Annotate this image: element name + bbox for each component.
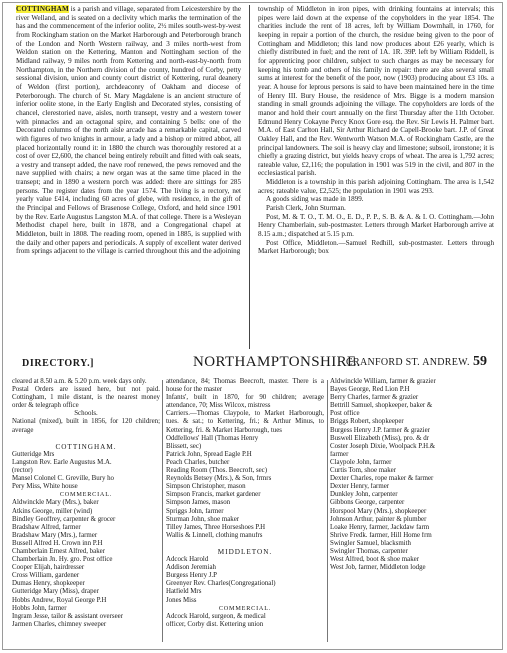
directory-entry <box>166 540 324 548</box>
directory-entry: cleared at 8.50 a.m. & 5.20 p.m. week days only. <box>12 378 147 385</box>
column-rule <box>327 380 328 642</box>
directory-entry: Postal Orders are issued here, but not paid. Cottingham, 1 mile distant, is the nearest money order & telegraph office <box>12 386 160 410</box>
directory-entry: Dexter Charles, rope maker & farmer <box>330 475 434 483</box>
directory-entry: Dumas Henry, shopkeeper <box>12 580 85 588</box>
column-rule <box>162 380 163 642</box>
body-paragraph: A goods siding was made in 1899. <box>266 195 364 204</box>
directory-entry: Oddfellows' Hall (Thomas Henry <box>166 434 259 442</box>
directory-entry: Burgess Henry J.P <box>166 572 217 580</box>
directory-entry: Curtis Tom, shoe maker <box>330 467 396 475</box>
directory-entry: Bindley Geoffrey, carpenter & grocer <box>12 515 116 523</box>
directory-entry: Simpson James, mason <box>166 499 231 507</box>
directory-entry: Jarmen Charles, chimney sweeper <box>12 620 107 628</box>
directory-column-3 <box>330 378 500 646</box>
directory-entry: Pery Miss, White house <box>12 483 78 491</box>
directory-entry: Addison Jeremiah <box>166 564 216 572</box>
directory-entry: Gibbons George, carpenter <box>330 499 405 507</box>
directory-entry: Infants', built in 1870, for 90 children; average attendance, 70; Miss Wilcox, mistress <box>166 394 324 410</box>
subsection-heading: COMMERCIAL. <box>218 604 272 612</box>
directory-entry: Chamberlain Jn. Hy. gro. Post office <box>12 556 113 564</box>
body-paragraph: Parish Clerk, John Sturman. <box>266 204 346 213</box>
directory-entry: Hobbs Andrew, Royal George P.H <box>12 596 107 604</box>
highlighted-keyword: COTTINGHAM <box>16 5 69 13</box>
directory-entry: National (mixed), built in 1856, for 120 children; average <box>12 418 160 434</box>
body-paragraph: township of Middleton in iron pipes, with drinking fountains at intervals; this pipes were laid down at the expense of the copyholders in the year 1854. The charities include the rent of 18 acres, left by William Dowmhall, in 1760, for keeping in repair a portion of the church, the residue being given to the poor of Cottingham and Middleton; this land now produces about £26 yearly, which is chiefly distributed in fuel; and the rent of 1A. 1R. 39P. left by William Riddell, is for apprenticing poor children, subject to such charges as may be necessary for keeping his tomb and others of his family in repair: there are also several small sums at interest for the benefit of the poor, now (1903) producing about £3 10s. a year. A house for leprous persons is said to have been maintained here in the time of Henry III. Bury House, the residence of Mrs. Bigge is a modern mansion standing in small grounds adjoining the village. The copyholders are lords of the manor and hold their court annually on the first Thursday after the 11th October. Edmund Henry Cokayne Percy Knox Gore esq. the Rev. Sir Lewis H. Palmer bart. M.A. of East Carlton Hall, Sir Arthur Richard de Capell-Brooke bart. J.P. of Great Oakley Hall, and the Rev. Wentworth Watson M.A. of Rockingham Castle, are the principal landowners. The soil is heavy clay and limestone; subsoil, ironstone; it is chiefly a grazing district, but yields heavy crops of wheat. The area is 1,792 acres; rateable value, £2,116; the population in 1901 was 519 in the civil, and 807 in the ecclesiastical parish. <box>258 5 494 178</box>
directory-entry: Bradshaw Alfred, farmer <box>12 523 81 531</box>
directory-entry: Mansel Colonel C. Greville, Bury ho <box>12 475 115 483</box>
directory-entry: Reading Room (Thos. Beecroft, sec) <box>166 467 268 475</box>
directory-entry: Bussell Alfred H. Crown inn P.H <box>12 539 103 547</box>
directory-entry: Peach Charles, butcher <box>166 458 230 466</box>
directory-entry: Shrive Fredk. farmer, Hill Home frm <box>330 531 432 539</box>
directory-entry: Wallis & Linnell, clothing manufrs <box>166 531 263 539</box>
directory-entry: Sturman John, shoe maker <box>166 515 240 523</box>
directory-entry: Langston Rev. Earle Augustus M.A. <box>12 458 112 466</box>
directory-entry: Greenyer Rev. Charles(Congregational) <box>166 580 276 588</box>
directory-entry: West Job, farmer, Middleton lodge <box>330 564 426 572</box>
directory-entry: Jones Miss <box>166 596 197 604</box>
subsection-heading: COMMERCIAL. <box>59 491 113 499</box>
directory-entry: Briggs Robert, shopkeeper <box>330 418 404 426</box>
directory-entry: Dexter Henry, farmer <box>330 483 390 491</box>
directory-entry: Claypole John, farmer <box>330 458 392 466</box>
section-heading: MIDDLETON. <box>217 547 273 556</box>
intro-column-right <box>258 5 494 353</box>
directory-entry: Atkins George, miller (wind) <box>12 507 93 515</box>
directory-column-1 <box>12 378 160 646</box>
column-divider <box>249 5 250 349</box>
directory-entry: Reynolds Betsey (Mrs.), & Son, frmrs <box>166 475 272 483</box>
directory-entry: Gutteridge Mrs <box>12 450 55 458</box>
body-paragraph: Post, M. & T. O., T. M. O., E. D., P. P., S. B. & A. & I. O. Cottingham.—John Henry Chamberlain, sub-postmaster. Letters through Market Harborough arrive at 8.15 a.m.; dispatched at 5.15 p.m. <box>258 212 494 239</box>
directory-entry: officer, Corby dist. Kettering union <box>166 620 264 628</box>
directory-entry: Berry Charles, farmer & grazier <box>330 394 419 402</box>
directory-entry: Bradshaw Mary (Mrs.), farmer <box>12 531 98 539</box>
directory-entry: Spriggs John, farmer <box>166 507 224 515</box>
section-heading: COTTINGHAM. <box>55 442 117 451</box>
directory-entry: Buswell Elizabeth (Miss), pro. & dr <box>330 434 429 442</box>
directory-entry: Horspool Mary (Mrs.), shopkeeper <box>330 507 427 515</box>
directory-entry: Aldwinckle William, farmer & grazier <box>330 378 436 385</box>
directory-entry: Swingler Thomas, carpenter <box>330 547 408 555</box>
header-left: DIRECTORY.] <box>22 358 95 369</box>
directory-entry: West Alfred, boot & shoe maker <box>330 556 420 564</box>
page-number: 59 <box>473 354 487 369</box>
header-right: CRANFORD ST. ANDREW. <box>346 357 470 368</box>
directory-entry: Cross William, gardener <box>12 572 80 580</box>
directory-entry: Bayes George, Red Lion P.H <box>330 386 410 394</box>
directory-entry: Coster Joseph Dixie, Woolpack P.H.& <box>330 442 436 450</box>
directory-entry: (rector) <box>12 467 33 475</box>
directory-entry: Chamberlain Ernest Alfred, baker <box>12 547 105 555</box>
directory-entry: Adcock Harold, surgeon, & medical <box>166 612 266 620</box>
directory-entry: Adcock Harold <box>166 556 209 564</box>
intro-column-left <box>16 5 241 353</box>
directory-entry: Carriers.—Thomas Claypole, to Market Harborough, tues. & sat.; to Kettering, fri.; & Arthur Minus, to Kettering, fri. & Market Harborough, tues <box>166 410 324 434</box>
directory-entry: Dunkley John, carpenter <box>330 491 398 499</box>
directory-entry: Post office <box>330 410 360 418</box>
directory-entry: Blissett, sec) <box>166 442 202 450</box>
running-header <box>10 350 498 376</box>
directory-entry: Simpson Christopher, mason <box>166 483 246 491</box>
directory-entry: attendance, 84; Thomas Beecroft, master. There is a house for the master <box>166 378 324 394</box>
directory-entry: Johnson Arthur, painter & plumber <box>330 515 427 523</box>
directory-entry: Cooper Elijah, hairdresser <box>12 564 85 572</box>
directory-entry: Hobbs John, farmer <box>12 604 67 612</box>
directory-entry: Burgess Henry J.P. farmer & grazier <box>330 426 430 434</box>
intro-paragraph <box>16 5 241 256</box>
body-paragraph: Middleton is a township in this parish adjoining Cottingham. The area is 1,542 acres; rateable value, £2,525; the population in 1901 was 293. <box>258 178 494 195</box>
directory-entry: farmer <box>330 450 349 458</box>
header-title: NORTHAMPTONSHIRE. <box>193 354 361 370</box>
directory-entry: Aldwinckle Mary (Mrs.), baker <box>12 499 99 507</box>
body-paragraph: Post Office, Middleton.—Samuel Redhill, sub-postmaster. Letters through Market Harborough; box <box>258 238 494 256</box>
directory-entry: Bettrill Samuel, shopkeeper, baker & <box>330 402 433 410</box>
directory-entry: Swingler Samuel, blacksmith <box>330 539 411 547</box>
directory-entry: Schools. <box>74 410 98 418</box>
directory-entry: Ingram Jesse, tailor & assistant overseer <box>12 612 123 620</box>
intro-text: is a parish and village, separated from Leicestershire by the river Welland, and is seated on a declivity which marks the termination of the has and the commencement of the inferior oolite, 2½ miles south-west-by-west from Rockingham station on the Market Harborough and Peterborough branch of the London and North Western railway, and 3 miles north-west from Weldon station on the Kettering, Manton and Nottingham section of the Midland railway, 9 miles north from Kettering and north-east-by-north from Northampton, in the Northern division of the county, hundred of Corby, petty sessional division, union and county court district of Kettering, rural deanery of Weldon (first portion), archdeaconry of Oakham and diocese of Peterborough. The church of St. Mary Magdalene is an ancient structure of inferior oolite stone, in the Early English and Decorated styles, consisting of chancel, clerestoried nave, aisles, north transept, vestry and a western tower with pinnacles and an octagonal spire, and containing 5 bells: one of the Decorated columns of the north aisle arcade has a remarkable capital, carved with figures of two knights in armour, a lady and a bishop or mitred abbot, all placed horizontally round it: in 1880 the church was thoroughly restored at a cost of over £2,600, the chancel being entirely rebuilt and fitted with oak seats, a vestry and transept added, the nave roof renewed, the pews removed and the nave supplied with chairs; a new organ was at the same time placed in the transept; and in 1890 a western porch was added: there are sittings for 285 persons. The register dates from the year 1574. The living is a rectory, net yearly value £414, including 60 acres of glebe, with residence, in the gift of the Principal and Fellows of Brasenose College, Oxford, and held since 1901 by the Rev. Earle Augustus Langston M.A. of that college. There is a Wesleyan Methodist chapel here, built in 1878, and a Congregational chapel at Middleton, built in 1808. The reading room, opened in 1885, is supplied with the daily and other papers and periodicals. A supply of excellent water derived from springs adjacent to the village is carried throughout this and the adjoining <box>16 5 241 256</box>
directory-entry: Tilley James, Three Horseshoes P.H <box>166 523 266 531</box>
directory-entry: Simpson Francis, market gardener <box>166 491 261 499</box>
directory-entry: Gutteridge Mary (Miss), draper <box>12 588 99 596</box>
directory-entry: Patrick John, Spread Eagle P.H <box>166 450 252 458</box>
directory-entry: Loake Henry, farmer, Jackdaw farm <box>330 523 430 531</box>
directory-entry: Hatfield Mrs <box>166 588 202 596</box>
directory-column-2 <box>166 378 324 646</box>
directory-entry <box>12 435 160 443</box>
